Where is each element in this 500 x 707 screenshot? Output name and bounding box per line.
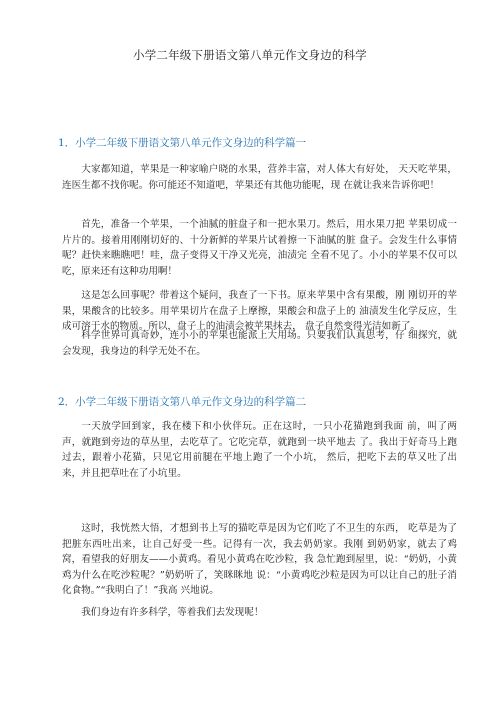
paragraph: 这时，我恍然大悟，才想到书上写的猫吃草是因为它们吃了不卫生的东西， 吃草是为了把脏东西吐出来，让自己好受一些。记得有一次，我去奶奶家。我刚 到奶奶家，就去了鸡窝，看望我的好朋友——小黄鸡。看见小黄鸡在吃沙粒，我 急忙跑到屋里，说：“奶奶，小黄鸡为什么在吃沙粒呢？”奶奶听了，笑眯眯地 说：“小黄鸡吃沙粒是因为可以让自己的肚子消化食物。”“我明白了！”我高 兴地说。 bbox=[62, 523, 457, 596]
section-heading-1: 1．小学二年级下册语文第八单元作文身边的科学篇一 bbox=[58, 137, 307, 149]
section-heading-2: 2．小学二年级下册语文第八单元作文身边的科学篇二 bbox=[58, 396, 307, 408]
paragraph: 大家都知道，苹果是一种家喻户晓的水果，营养丰富，对人体大有好处， 天天吃苹果，连医生都不找你呢。你可能还不知道吧，苹果还有其他功能呢，现 在就让我来告诉你吧！ bbox=[62, 164, 457, 191]
paragraph: 科学世界可真奇妙，连小小的苹果也能派上大用场。只要我们认真思考，仔 细探究，就会发现，我身边的科学无处不在。 bbox=[62, 330, 457, 357]
paragraph: 一天放学回到家，我在楼下和小伙伴玩。正在这时，一只小花猫跑到我面 前，叫了两声，就跑到旁边的草丛里，去吃草了。它吃完草，就跑到一块平地去 了。我出于好奇马上跑过去，跟着小花猫，只见它用前腿在平地上跑了一个小坑， 然后，把吃下去的草又吐了出来，并且把草吐在了小坑里。 bbox=[62, 421, 457, 479]
paragraph: 首先，准备一个苹果，一个油腻的脏盘子和一把水果刀。然后，用水果刀把 苹果切成一片片的。接着用刚刚切好的、十分新鲜的苹果片试着擦一下油腻的脏 盘子。会发生什么事情呢？赶快来瞧瞧吧！哇，盘子变得又干净又光亮，油渍完 全看不见了。小小的苹果不仅可以吃，原来还有这种功用啊！ bbox=[62, 219, 457, 277]
paragraph: 这是怎么回事呢？带着这个疑问，我查了一下书。原来苹果中含有果酸，刚 刚切开的苹果，果酸含的比较多。用苹果切片在盘子上摩擦，果酸会和盘子上的 油渍发生化学反应，生成可溶于水的物质。所以，盘子上的油渍会被苹果抹去， 盘子自然变得光洁如新了。 bbox=[62, 290, 457, 332]
paragraph: 我们身边有许多科学，等着我们去发现呢！ bbox=[81, 607, 264, 618]
document-title: 小学二年级下册语文第八单元作文身边的科学 bbox=[133, 48, 367, 62]
